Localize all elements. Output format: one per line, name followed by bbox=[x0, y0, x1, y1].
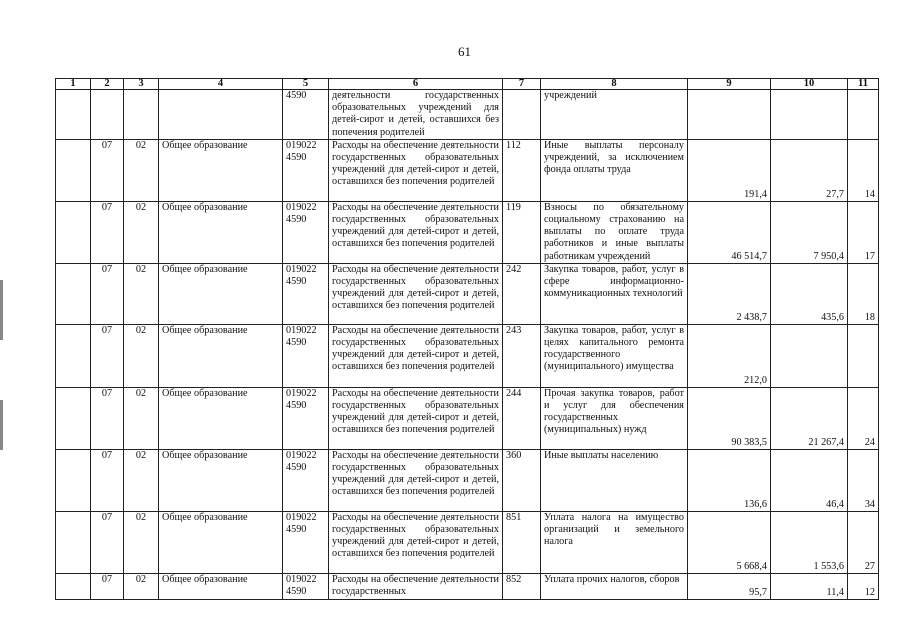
cell-expense-name: Закупка товаров, работ, услуг в сфере информационно-коммуникационных технологий bbox=[541, 263, 688, 324]
column-header: 5 bbox=[283, 79, 329, 90]
cell-num bbox=[56, 201, 91, 263]
cell-description: Расходы на обеспечение деятельности государственных образовательных учреждений для детей-сирот и детей, оставшихся без попечения родителей bbox=[329, 449, 503, 511]
cell-subsection: 02 bbox=[124, 449, 159, 511]
cell-actual: 1 553,6 bbox=[771, 511, 848, 573]
page-number: 61 bbox=[458, 44, 471, 59]
cell-percent: 27 bbox=[848, 511, 879, 573]
cell-subsection: 02 bbox=[124, 573, 159, 599]
cell-section: 07 bbox=[91, 449, 124, 511]
cell-subsection: 02 bbox=[124, 263, 159, 324]
cell-subsection: 02 bbox=[124, 139, 159, 201]
column-header: 9 bbox=[688, 79, 771, 90]
cell-target-article: 019022 4590 bbox=[283, 324, 329, 387]
cell-expense-type: 852 bbox=[503, 573, 541, 599]
cell-percent bbox=[848, 324, 879, 387]
column-header: 4 bbox=[159, 79, 283, 90]
cell-expense-type: 244 bbox=[503, 387, 541, 449]
cell-expense-name: Иные выплаты населению bbox=[541, 449, 688, 511]
cell-actual: 11,4 bbox=[771, 573, 848, 599]
cell-name: Общее образование bbox=[159, 201, 283, 263]
cell-expense-name: Уплата прочих налогов, сборов bbox=[541, 573, 688, 599]
cell-description: Расходы на обеспечение деятельности государственных образовательных учреждений для детей-сирот и детей, оставшихся без попечения родителей bbox=[329, 139, 503, 201]
cell-actual: 46,4 bbox=[771, 449, 848, 511]
cell-percent: 14 bbox=[848, 139, 879, 201]
cell-name: Общее образование bbox=[159, 573, 283, 599]
cell-subsection: 02 bbox=[124, 201, 159, 263]
cell-description: Расходы на обеспечение деятельности государственных образовательных учреждений для детей-сирот и детей, оставшихся без попечения родителей bbox=[329, 324, 503, 387]
cell-target-article: 019022 4590 bbox=[283, 387, 329, 449]
column-header: 3 bbox=[124, 79, 159, 90]
cell-actual: 435,6 bbox=[771, 263, 848, 324]
scan-artifact bbox=[0, 280, 3, 340]
cell-actual: 27,7 bbox=[771, 139, 848, 201]
cell-num bbox=[56, 511, 91, 573]
cell-section: 07 bbox=[91, 387, 124, 449]
cell-section: 07 bbox=[91, 324, 124, 387]
cell-plan: 191,4 bbox=[688, 139, 771, 201]
cell-section: 07 bbox=[91, 263, 124, 324]
cell-plan: 2 438,7 bbox=[688, 263, 771, 324]
cell-num bbox=[56, 139, 91, 201]
table-row bbox=[56, 324, 879, 387]
cell-percent: 34 bbox=[848, 449, 879, 511]
cell-description: Расходы на обеспечение деятельности государственных образовательных учреждений для детей-сирот и детей, оставшихся без попечения родителей bbox=[329, 511, 503, 573]
cell-expense-name: Взносы по обязательному социальному страхованию на выплаты по оплате труда работников и иные выплаты работникам учреждений bbox=[541, 201, 688, 263]
cell-section: 07 bbox=[91, 573, 124, 599]
cell-num bbox=[56, 90, 91, 140]
cell-plan: 46 514,7 bbox=[688, 201, 771, 263]
cell-description: Расходы на обеспечение деятельности государственных образовательных учреждений для детей-сирот и детей, оставшихся без попечения родителей bbox=[329, 263, 503, 324]
table-row bbox=[56, 201, 879, 263]
cell-subsection: 02 bbox=[124, 324, 159, 387]
table-header-row bbox=[56, 79, 879, 90]
cell-plan: 136,6 bbox=[688, 449, 771, 511]
cell-name: Общее образование bbox=[159, 263, 283, 324]
cell-name: Общее образование bbox=[159, 324, 283, 387]
cell-target-article: 019022 4590 bbox=[283, 201, 329, 263]
cell-expense-type: 360 bbox=[503, 449, 541, 511]
cell-description: Расходы на обеспечение деятельности государственных bbox=[329, 573, 503, 599]
cell-section: 07 bbox=[91, 201, 124, 263]
cell-plan: 212,0 bbox=[688, 324, 771, 387]
cell-num bbox=[56, 449, 91, 511]
cell-name: Общее образование bbox=[159, 511, 283, 573]
cell-target-article: 019022 4590 bbox=[283, 511, 329, 573]
cell-plan: 95,7 bbox=[688, 573, 771, 599]
cell-num bbox=[56, 573, 91, 599]
cell-description: Расходы на обеспечение деятельности государственных образовательных учреждений для детей-сирот и детей, оставшихся без попечения родителей bbox=[329, 387, 503, 449]
cell-plan: 90 383,5 bbox=[688, 387, 771, 449]
table-row bbox=[56, 263, 879, 324]
cell-num bbox=[56, 263, 91, 324]
cell-num bbox=[56, 387, 91, 449]
cell-percent: 18 bbox=[848, 263, 879, 324]
cell-plan bbox=[688, 90, 771, 140]
cell-expense-name: учреждений bbox=[541, 90, 688, 140]
cell-percent bbox=[848, 90, 879, 140]
table-row bbox=[56, 139, 879, 201]
cell-subsection: 02 bbox=[124, 387, 159, 449]
cell-expense-name: Прочая закупка товаров, работ и услуг для обеспечения государственных (муниципальных) нужд bbox=[541, 387, 688, 449]
column-header: 6 bbox=[329, 79, 503, 90]
cell-section: 07 bbox=[91, 139, 124, 201]
cell-num bbox=[56, 324, 91, 387]
column-header: 11 bbox=[848, 79, 879, 90]
cell-expense-type: 112 bbox=[503, 139, 541, 201]
cell-actual: 21 267,4 bbox=[771, 387, 848, 449]
cell-percent: 17 bbox=[848, 201, 879, 263]
cell-actual bbox=[771, 324, 848, 387]
cell-expense-type: 119 bbox=[503, 201, 541, 263]
cell-expense-type bbox=[503, 90, 541, 140]
table-row bbox=[56, 90, 879, 140]
cell-actual: 7 950,4 bbox=[771, 201, 848, 263]
cell-target-article: 019022 4590 bbox=[283, 139, 329, 201]
cell-plan: 5 668,4 bbox=[688, 511, 771, 573]
column-header: 7 bbox=[503, 79, 541, 90]
cell-section bbox=[91, 90, 124, 140]
cell-name: Общее образование bbox=[159, 139, 283, 201]
cell-section: 07 bbox=[91, 511, 124, 573]
cell-name bbox=[159, 90, 283, 140]
cell-target-article: 019022 4590 bbox=[283, 573, 329, 599]
cell-actual bbox=[771, 90, 848, 140]
cell-description: Расходы на обеспечение деятельности государственных образовательных учреждений для детей-сирот и детей, оставшихся без попечения родителей bbox=[329, 201, 503, 263]
column-header: 8 bbox=[541, 79, 688, 90]
cell-expense-type: 243 bbox=[503, 324, 541, 387]
cell-expense-type: 242 bbox=[503, 263, 541, 324]
cell-name: Общее образование bbox=[159, 449, 283, 511]
cell-subsection bbox=[124, 90, 159, 140]
cell-target-article: 019022 4590 bbox=[283, 449, 329, 511]
cell-name: Общее образование bbox=[159, 387, 283, 449]
cell-expense-name: Уплата налога на имущество организаций и земельного налога bbox=[541, 511, 688, 573]
table-row bbox=[56, 511, 879, 573]
cell-target-article: 4590 bbox=[283, 90, 329, 140]
cell-description: деятельности государственных образовательных учреждений для детей-сирот и детей, оставшихся без попечения родителей bbox=[329, 90, 503, 140]
table-row bbox=[56, 387, 879, 449]
scan-artifact bbox=[0, 400, 3, 450]
cell-percent: 12 bbox=[848, 573, 879, 599]
cell-subsection: 02 bbox=[124, 511, 159, 573]
cell-target-article: 019022 4590 bbox=[283, 263, 329, 324]
table-row bbox=[56, 449, 879, 511]
column-header: 10 bbox=[771, 79, 848, 90]
cell-expense-type: 851 bbox=[503, 511, 541, 573]
column-header: 1 bbox=[56, 79, 91, 90]
cell-percent: 24 bbox=[848, 387, 879, 449]
budget-table bbox=[55, 78, 879, 600]
cell-expense-name: Закупка товаров, работ, услуг в целях капитального ремонта государственного (муниципального) имущества bbox=[541, 324, 688, 387]
cell-expense-name: Иные выплаты персоналу учреждений, за исключением фонда оплаты труда bbox=[541, 139, 688, 201]
table-row bbox=[56, 573, 879, 599]
column-header: 2 bbox=[91, 79, 124, 90]
